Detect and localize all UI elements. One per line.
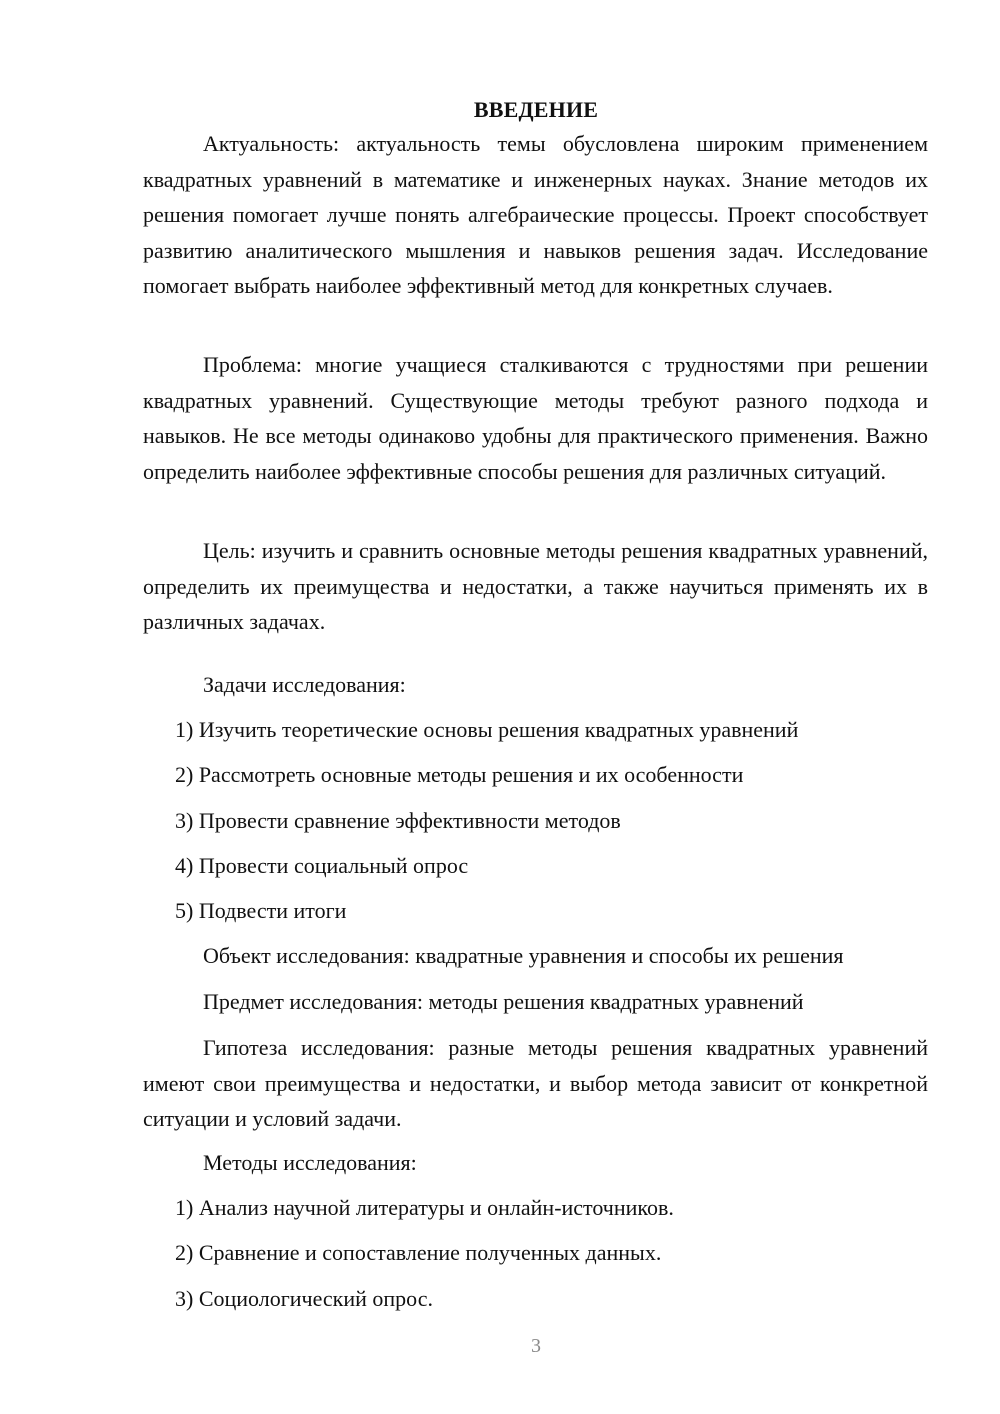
- task-item-4: 4) Провести социальный опрос: [175, 853, 469, 878]
- method-item-3: 3) Социологический опрос.: [175, 1286, 433, 1311]
- task-item-2: 2) Рассмотреть основные методы решения и их особенности: [175, 762, 744, 787]
- page-number: 3: [531, 1335, 541, 1357]
- task-item-3: 3) Провести сравнение эффективности методов: [175, 808, 621, 833]
- task-item-5: 5) Подвести итоги: [175, 898, 347, 923]
- tasks-heading: Задачи исследования:: [203, 672, 406, 697]
- task-item-1: 1) Изучить теоретические основы решения квадратных уравнений: [175, 717, 799, 742]
- problem-paragraph: Проблема: многие учащиеся сталкиваются с трудностями при решении квадратных уравнений. Существующие методы требуют разного подхода и навыков. Не все методы одинаково удобны для практического применения. Важно определить наиболее эффективные способы решения для различных ситуаций.: [143, 352, 928, 484]
- research-subject: Предмет исследования: методы решения квадратных уравнений: [203, 989, 804, 1014]
- goal-paragraph: Цель: изучить и сравнить основные методы решения квадратных уравнений, определить их преимущества и недостатки, а также научиться применять их в различных задачах.: [143, 538, 928, 634]
- methods-heading: Методы исследования:: [203, 1150, 417, 1175]
- method-item-2: 2) Сравнение и сопоставление полученных данных.: [175, 1240, 662, 1265]
- hypothesis-paragraph: Гипотеза исследования: разные методы решения квадратных уравнений имеют свои преимущества и недостатки, и выбор метода зависит от конкретной ситуации и условий задачи.: [143, 1035, 928, 1131]
- page-title: ВВЕДЕНИЕ: [473, 97, 599, 122]
- relevance-paragraph: Актуальность: актуальность темы обусловлена широким применением квадратных уравнений в математике и инженерных науках. Знание методов их решения помогает лучше понять алгебраические процессы. Проект способствует развитию аналитического мышления и навыков решения задач. Исследование помогает выбрать наиболее эффективный метод для конкретных случаев.: [143, 131, 928, 298]
- research-object: Объект исследования: квадратные уравнения и способы их решения: [203, 943, 844, 968]
- method-item-1: 1) Анализ научной литературы и онлайн-источников.: [175, 1195, 674, 1220]
